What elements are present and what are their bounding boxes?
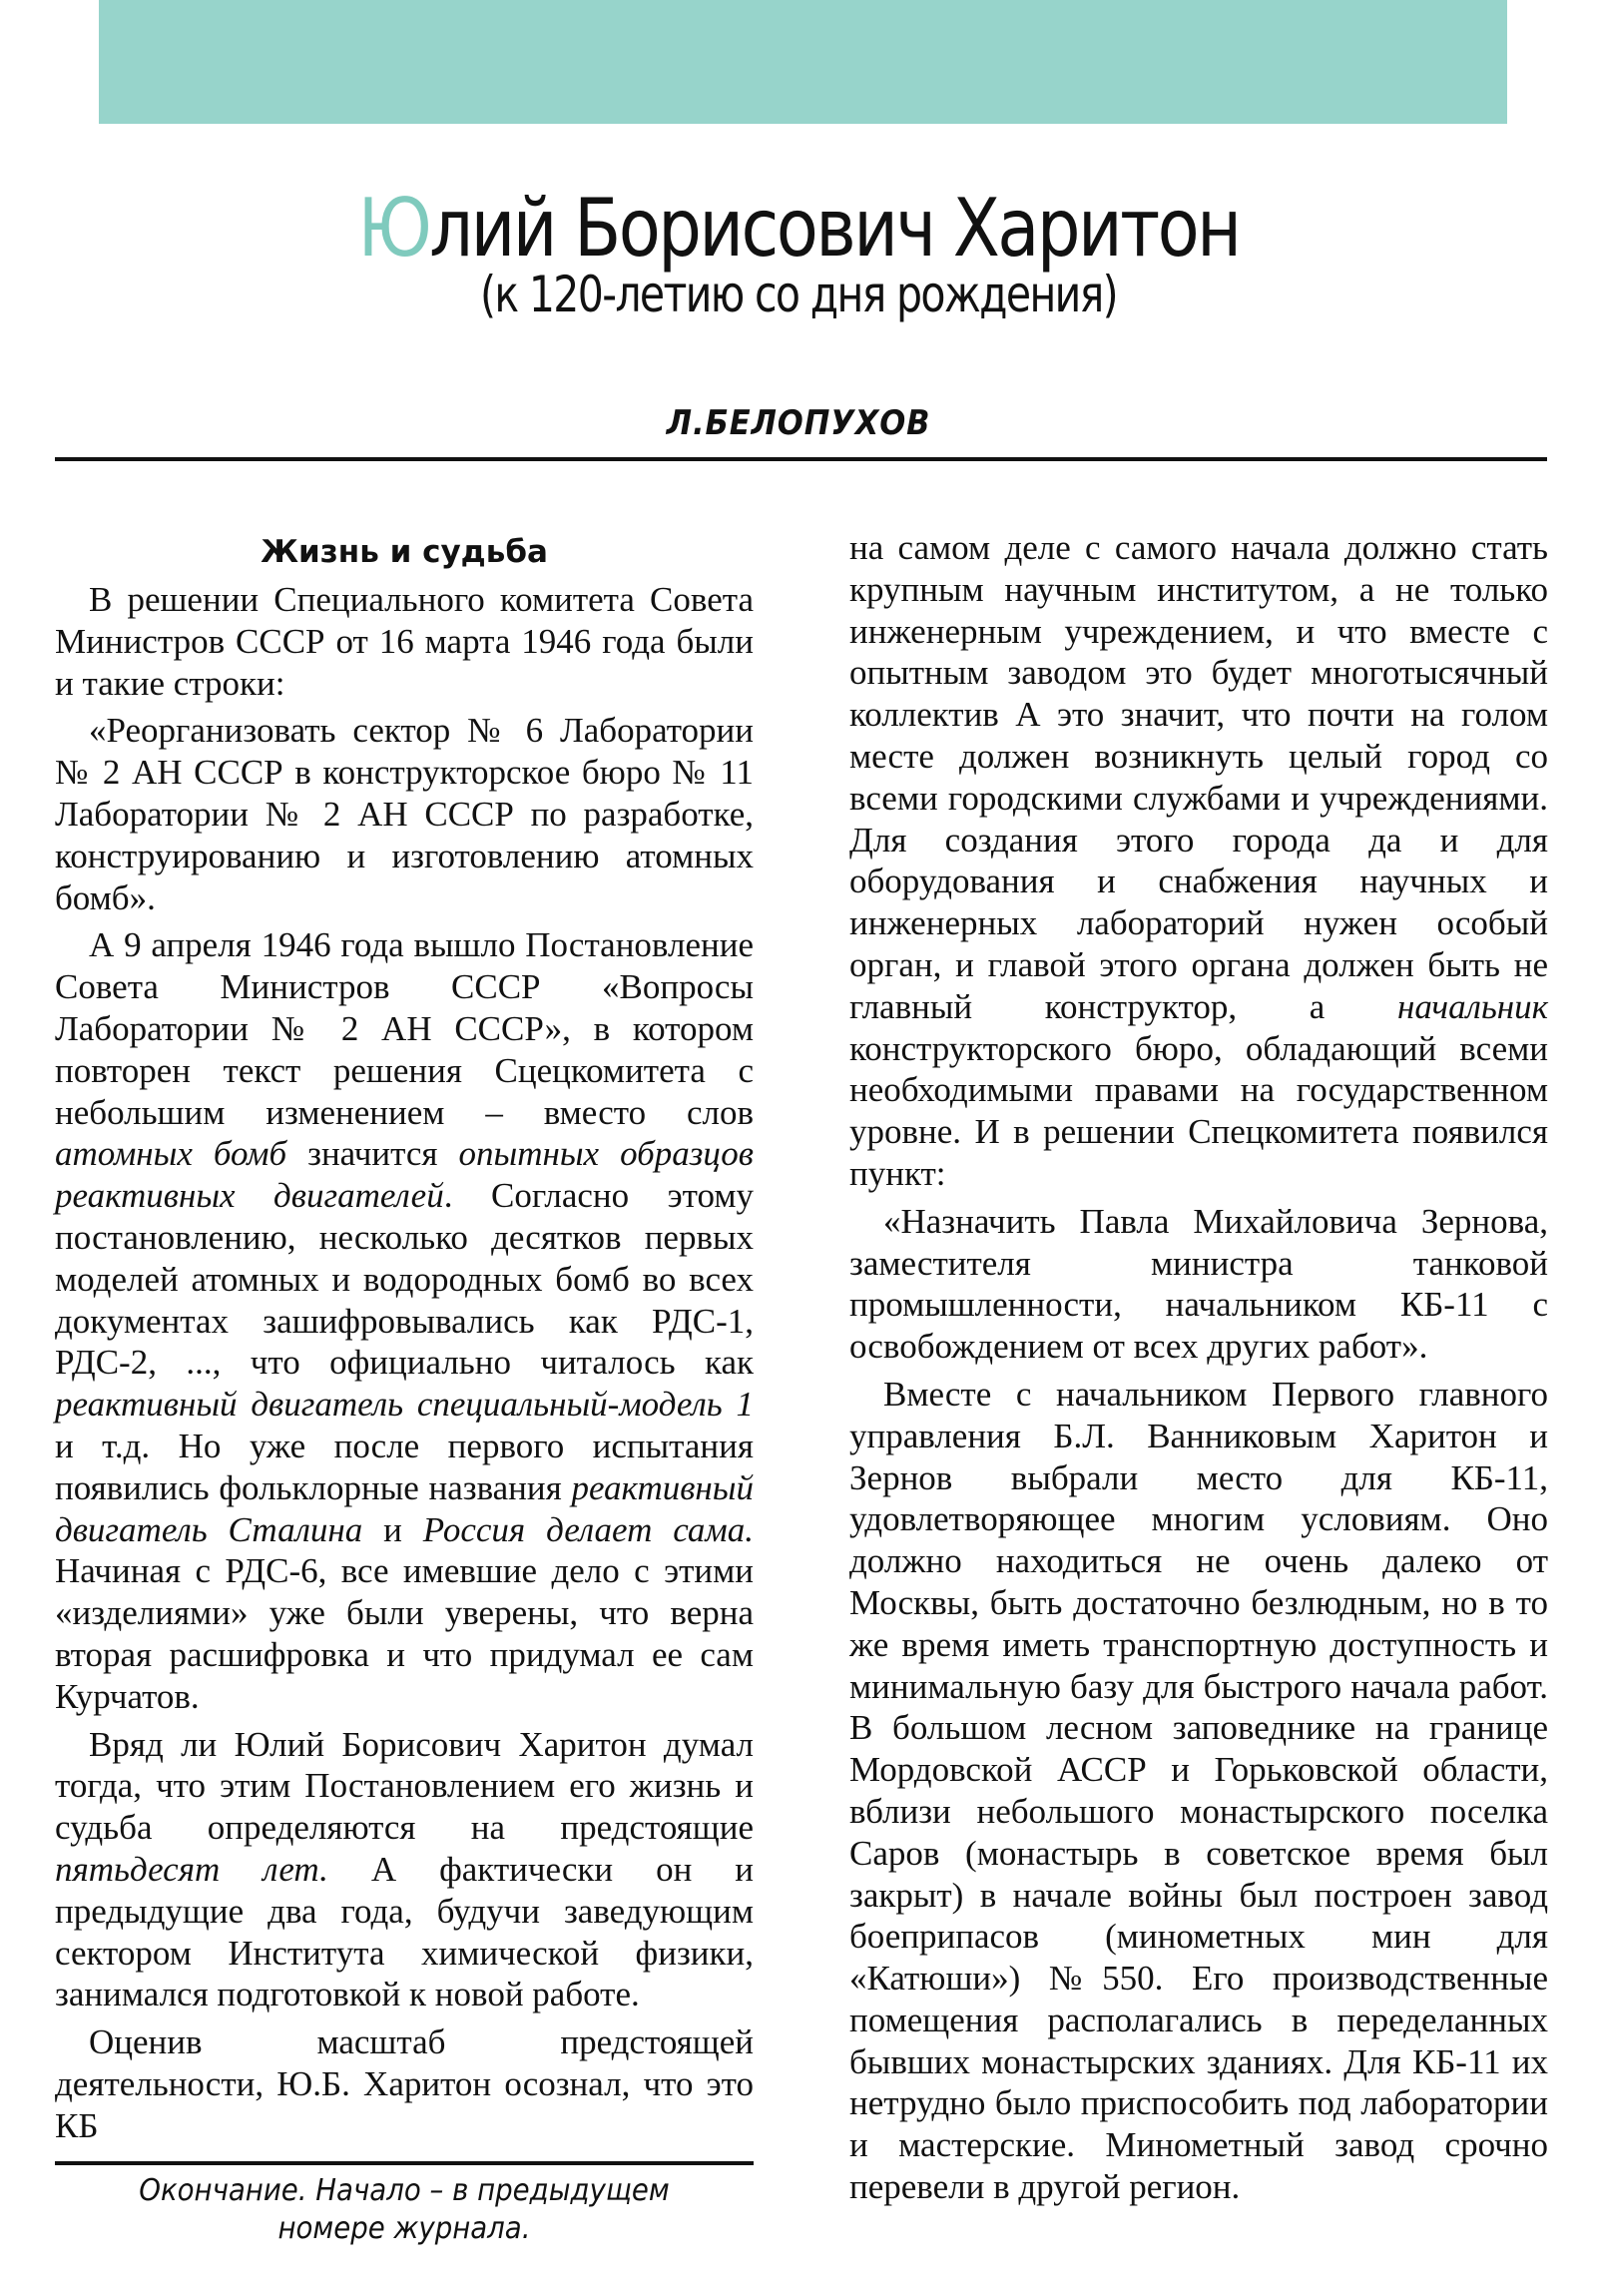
text-run: Начиная с РДС-6, все имевшие дело с этими «изделиями» уже были уверены, что верна вторая расшифровка и что придумал ее сам Курчатов. <box>55 1551 754 1716</box>
left-column <box>55 531 754 2146</box>
paragraph <box>55 2021 754 2146</box>
title-initial: Ю <box>357 181 430 275</box>
section-heading: Жизнь и судьба <box>261 534 548 570</box>
title-rest: лий Борисович Харитон <box>429 181 1240 275</box>
text-run: «Реорганизовать сектор № 6 Лаборатории № 2 АН СССР в конструкторское бюро № 11 Лаборатории № 2 АН СССР по разработке, конструированию и изготовлению атомных бомб». <box>55 711 754 917</box>
italic-text: атомных бомб <box>55 1134 287 1174</box>
footnote: Окончание. Начало – в предыдущем номере журнала. <box>139 2173 670 2246</box>
text-run: конструкторского бюро, обладающий всеми необходимыми правами на государственном уровне. И в решении Спецкомитета появился пункт: <box>849 1028 1548 1193</box>
text-run: Оценив масштаб предстоящей деятельности, Ю.Б. Харитон осознал, что это КБ <box>55 2022 754 2145</box>
left-column-body <box>55 579 754 2146</box>
paragraph <box>849 1374 1548 2208</box>
text-run: и <box>362 1509 423 1549</box>
italic-text: начальник <box>1396 986 1548 1026</box>
italic-text: Россия делает сама. <box>422 1509 754 1549</box>
italic-text: опытных образцов реактивных двигателей <box>55 1134 754 1216</box>
article-subtitle: (к 120-летию со дня рождения) <box>479 266 1118 323</box>
text-run: значится <box>286 1134 459 1174</box>
italic-text: реактивный двигатель специальный-модель 1 <box>55 1385 754 1425</box>
text-run: А 9 апреля 1946 года вышло Постановление Совета Министров СССР «Вопросы Лаборатории № 2 АН СССР», в котором повторен текст решения Сцецкомитета с небольшим изменением – вместо слов <box>55 925 754 1132</box>
paragraph <box>849 527 1548 1195</box>
article-title <box>112 182 1485 275</box>
paragraph <box>55 924 754 1717</box>
right-column-body <box>849 527 1548 2208</box>
text-run: В решении Специального комитета Совета Министров СССР от 16 марта 1946 года были и такие строки: <box>55 580 754 703</box>
italic-text: пятьдесят лет. <box>55 1849 328 1889</box>
text-run: на самом деле с самого начала должно стать крупным научным институтом, а не только инженерным учреждением, и что вместе с опытным заводом это будет многотысячный коллектив А это значит, что почти на голом месте должен возникнуть целый город со всеми городскими службами и учреждениями. Для создания этого города да и для оборудования и снабжения научных и инженерных лабораторий нужен особый орган, и главой этого органа должен быть не главный конструктор, а <box>849 528 1548 1026</box>
paragraph <box>849 1201 1548 1368</box>
header-banner <box>99 0 1507 124</box>
text-run: Вместе с начальником Первого главного управления Б.Л. Ванниковым Харитон и Зернов выбрали место для КБ-11, удовлетворяющее многим условиям. Оно должно находиться не очень далеко от Москвы, быть достаточно безлюдным, но в то же время иметь транспортную доступность и минимальную базу для быстрого начала работ. В большом лесном заповеднике на границе Мордовской АССР и Горьковской области, вблизи небольшого монастырского поселка Саров (монастырь в советское время был закрыт) в начале войны был построен завод боеприпасов (минометных мин для «Катюши») №550. Его производственные помещения располагались в переделанных бывших монастырских зданиях. Для КБ-11 их нетрудно было приспособить под лаборатории и мастерские. Минометный завод срочно перевели в другой регион. <box>849 1374 1548 2207</box>
paragraph <box>55 710 754 918</box>
italic-text: реактивный двигатель Сталина <box>55 1467 754 1549</box>
text-run: Вряд ли Юлий Борисович Харитон думал тогда, что этим Постановлением его жизнь и судьба определяются на предстоящие <box>55 1724 754 1848</box>
header-divider <box>55 457 1547 461</box>
paragraph <box>55 1724 754 2016</box>
text-run: и т.д. Но уже после первого испытания появились фольклорные названия <box>55 1426 754 1507</box>
text-run: «Назначить Павла Михайловича Зернова, заместителя министра танковой промышленности, начальником КБ-11 с освобождением от всех других работ». <box>849 1201 1548 1367</box>
text-run: . Согласно этому постановлению, несколько десятков первых моделей атомных и водородных бомб во всех документах зашифровывались как РДС-1, РДС-2, ..., что официально читалось как <box>55 1176 754 1383</box>
right-column <box>849 527 1548 2208</box>
text-run: А фактически он и предыдущие два года, будучи заведующим сектором Института химической физики, занимался подготовкой к новой работе. <box>55 1849 754 2014</box>
article-author: Л.БЕЛОПУХОВ <box>666 403 931 443</box>
footnote-divider <box>55 2161 754 2165</box>
paragraph <box>55 579 754 704</box>
